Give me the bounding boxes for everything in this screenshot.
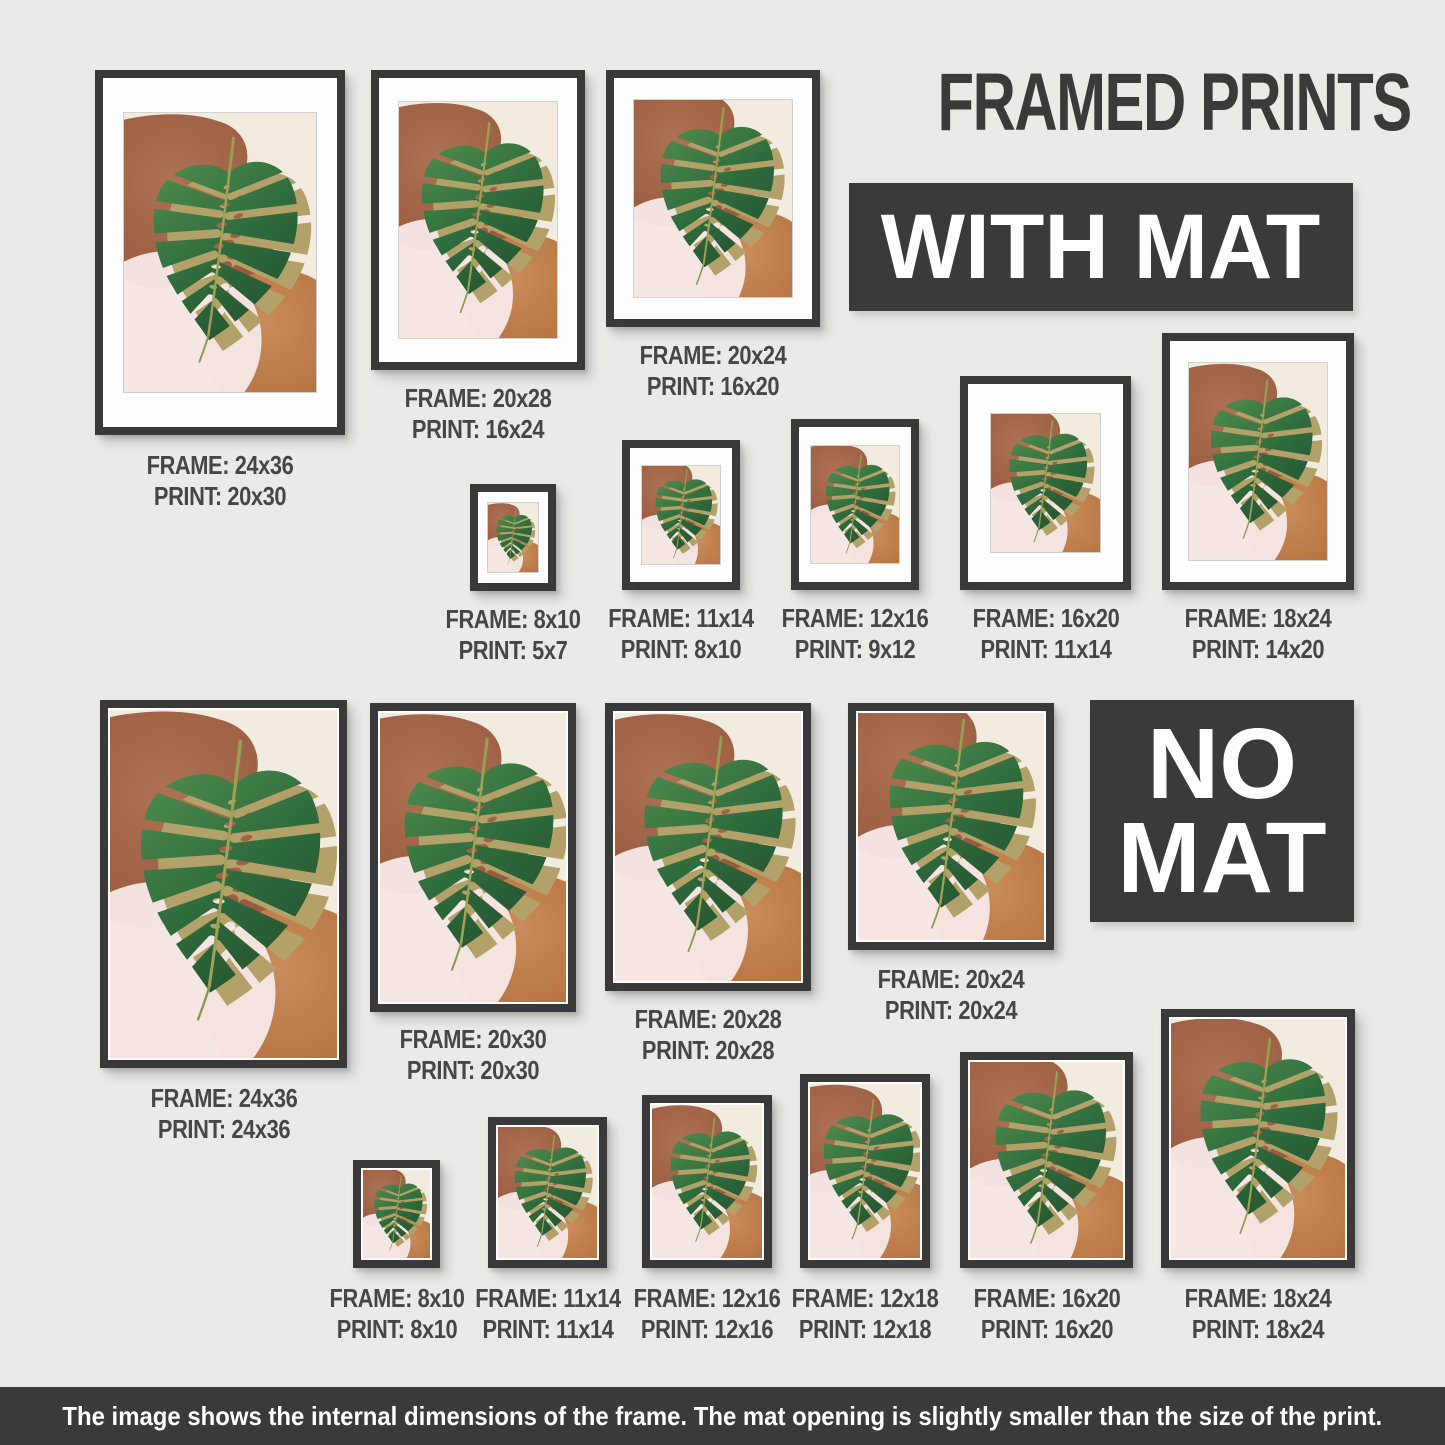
mat-board xyxy=(379,78,577,362)
print-dimension: PRINT: 8x10 xyxy=(620,633,742,664)
monstera-print xyxy=(1189,363,1326,560)
monstera-artwork xyxy=(498,1127,597,1258)
monstera-artwork xyxy=(810,1084,920,1258)
framed-print-no_mat-12x16 xyxy=(642,1095,772,1268)
monstera-print xyxy=(858,713,1044,940)
frame-dimension: FRAME: 24x36 xyxy=(150,1083,297,1113)
mat-board xyxy=(799,427,911,582)
monstera-artwork xyxy=(363,1170,430,1258)
mat-board xyxy=(614,78,812,319)
frame-interior xyxy=(1169,1017,1347,1260)
monstera-print xyxy=(498,1127,597,1258)
frame-interior xyxy=(361,1168,432,1260)
framed-print-with_mat-20x24 xyxy=(606,70,820,327)
monstera-artwork xyxy=(124,113,316,393)
frame-size-label xyxy=(147,450,294,511)
no-mat-badge xyxy=(1090,700,1354,922)
frame-dimension: FRAME: 8x10 xyxy=(329,1283,464,1313)
frame-size-label xyxy=(475,1283,620,1344)
frame-size-label xyxy=(972,603,1119,664)
framed-print-no_mat-20x30 xyxy=(370,703,576,1012)
framed-print-with_mat-20x28 xyxy=(371,70,585,370)
monstera-artwork xyxy=(858,713,1044,940)
page-title-text: FRAMED PRINTS xyxy=(937,57,1411,148)
frame-dimension: FRAME: 12x18 xyxy=(791,1283,939,1313)
frame-dimension: FRAME: 20x24 xyxy=(877,964,1025,994)
frame-dimension: FRAME: 24x36 xyxy=(146,450,294,480)
frame-size-label xyxy=(329,1283,464,1344)
framed-print-no_mat-18x24 xyxy=(1161,1009,1355,1268)
frame-dimension: FRAME: 12x16 xyxy=(781,603,929,633)
framed-print-no_mat-8x10 xyxy=(353,1160,440,1268)
frame-interior xyxy=(378,711,568,1004)
monstera-artwork xyxy=(991,414,1099,552)
frame-size-label xyxy=(608,603,753,664)
frame-interior xyxy=(613,711,803,983)
monstera-print xyxy=(634,100,792,297)
monstera-print xyxy=(642,466,721,565)
print-dimension: PRINT: 20x24 xyxy=(884,994,1018,1025)
monstera-print xyxy=(811,446,899,564)
framed-print-no_mat-20x24 xyxy=(848,703,1054,950)
monstera-artwork xyxy=(110,710,337,1058)
print-dimension: PRINT: 16x20 xyxy=(646,370,780,401)
framed-print-with_mat-16x20 xyxy=(960,376,1131,590)
monstera-print xyxy=(380,713,566,1002)
monstera-artwork xyxy=(811,446,899,564)
frame-dimension: FRAME: 16x20 xyxy=(973,1283,1120,1313)
frame-dimension: FRAME: 11x14 xyxy=(474,1283,621,1313)
frame-interior xyxy=(108,708,339,1060)
print-dimension: PRINT: 9x12 xyxy=(794,633,916,664)
mat-board xyxy=(1170,341,1346,582)
frame-size-label xyxy=(400,1024,547,1085)
footer-note-text: The image shows the internal dimensions of the frame. The mat opening is slightly smaller than the size of the print. xyxy=(62,1400,1383,1431)
print-dimension: PRINT: 11x14 xyxy=(980,633,1111,664)
monstera-print xyxy=(615,713,801,981)
print-dimension: PRINT: 12x16 xyxy=(640,1313,774,1344)
frame-size-label xyxy=(405,383,552,444)
print-dimension: PRINT: 5x7 xyxy=(458,634,568,665)
framed-print-with_mat-12x16 xyxy=(791,419,919,590)
frame-interior xyxy=(496,1125,599,1260)
print-dimension: PRINT: 18x24 xyxy=(1191,1313,1325,1344)
monstera-print xyxy=(110,710,337,1058)
print-dimension: PRINT: 20x30 xyxy=(153,480,287,511)
frame-size-label xyxy=(446,604,581,665)
print-dimension: PRINT: 20x30 xyxy=(406,1054,540,1085)
monstera-print xyxy=(399,102,557,339)
frame-dimension: FRAME: 20x28 xyxy=(634,1004,782,1034)
frame-size-label xyxy=(635,1004,782,1065)
frame-dimension: FRAME: 20x28 xyxy=(404,383,552,413)
frame-dimension: FRAME: 18x24 xyxy=(1184,603,1332,633)
frame-dimension: FRAME: 18x24 xyxy=(1184,1283,1332,1313)
monstera-artwork xyxy=(970,1062,1123,1258)
framed-print-with_mat-24x36 xyxy=(95,70,345,435)
monstera-artwork xyxy=(634,100,792,297)
frame-dimension: FRAME: 16x20 xyxy=(972,603,1119,633)
mat-board xyxy=(630,448,732,582)
framed-print-no_mat-16x20 xyxy=(960,1052,1133,1268)
monstera-print xyxy=(652,1105,762,1258)
monstera-print xyxy=(124,113,316,393)
frame-dimension: FRAME: 20x24 xyxy=(639,340,787,370)
print-dimension: PRINT: 16x24 xyxy=(411,413,545,444)
frame-size-label xyxy=(1185,603,1332,664)
monstera-artwork xyxy=(615,713,801,981)
frame-dimension: FRAME: 20x30 xyxy=(399,1024,547,1054)
footer-note xyxy=(0,1387,1445,1445)
frame-size-label xyxy=(782,603,929,664)
print-dimension: PRINT: 12x18 xyxy=(798,1313,932,1344)
monstera-artwork xyxy=(488,503,537,572)
frame-size-label xyxy=(878,964,1025,1025)
monstera-print xyxy=(488,503,537,572)
framed-print-with_mat-18x24 xyxy=(1162,333,1354,590)
mat-board xyxy=(103,78,337,427)
no-mat-badge-line1: NO xyxy=(1147,708,1297,820)
frame-dimension: FRAME: 11x14 xyxy=(608,603,754,633)
framed-print-no_mat-12x18 xyxy=(800,1074,930,1268)
print-dimension: PRINT: 16x20 xyxy=(980,1313,1113,1344)
print-dimension: PRINT: 14x20 xyxy=(1191,633,1325,664)
monstera-artwork xyxy=(1171,1019,1345,1258)
frame-interior xyxy=(808,1082,922,1260)
frame-size-label xyxy=(973,1283,1120,1344)
monstera-print xyxy=(1171,1019,1345,1258)
monstera-artwork xyxy=(642,466,721,565)
monstera-artwork xyxy=(1189,363,1326,560)
with-mat-badge xyxy=(849,183,1353,311)
monstera-print xyxy=(810,1084,920,1258)
frame-size-label xyxy=(792,1283,939,1344)
print-dimension: PRINT: 24x36 xyxy=(157,1113,290,1144)
mat-board xyxy=(478,492,548,583)
print-dimension: PRINT: 8x10 xyxy=(336,1313,457,1344)
page-title xyxy=(850,56,1411,150)
monstera-artwork xyxy=(380,713,566,1002)
framed-print-no_mat-11x14 xyxy=(488,1117,607,1268)
framed-print-no_mat-24x36 xyxy=(100,700,347,1068)
print-dimension: PRINT: 11x14 xyxy=(482,1313,613,1344)
mat-board xyxy=(968,384,1123,582)
frame-dimension: FRAME: 8x10 xyxy=(445,604,581,634)
monstera-artwork xyxy=(652,1105,762,1258)
frame-size-label xyxy=(634,1283,781,1344)
framed-print-with_mat-8x10 xyxy=(470,484,556,591)
with-mat-badge-text: WITH MAT xyxy=(881,195,1321,298)
frame-size-label xyxy=(150,1083,297,1144)
framed-print-with_mat-11x14 xyxy=(622,440,740,590)
frame-size-label xyxy=(640,340,787,401)
frame-dimension: FRAME: 12x16 xyxy=(633,1283,781,1313)
frame-interior xyxy=(856,711,1046,942)
frame-interior xyxy=(650,1103,764,1260)
monstera-artwork xyxy=(399,102,557,339)
monstera-print xyxy=(970,1062,1123,1258)
no-mat-badge-line2: MAT xyxy=(1117,802,1327,914)
frame-interior xyxy=(968,1060,1125,1260)
frame-size-label xyxy=(1185,1283,1332,1344)
print-dimension: PRINT: 20x28 xyxy=(641,1034,775,1065)
monstera-print xyxy=(991,414,1099,552)
monstera-print xyxy=(363,1170,430,1258)
framed-print-no_mat-20x28 xyxy=(605,703,811,991)
